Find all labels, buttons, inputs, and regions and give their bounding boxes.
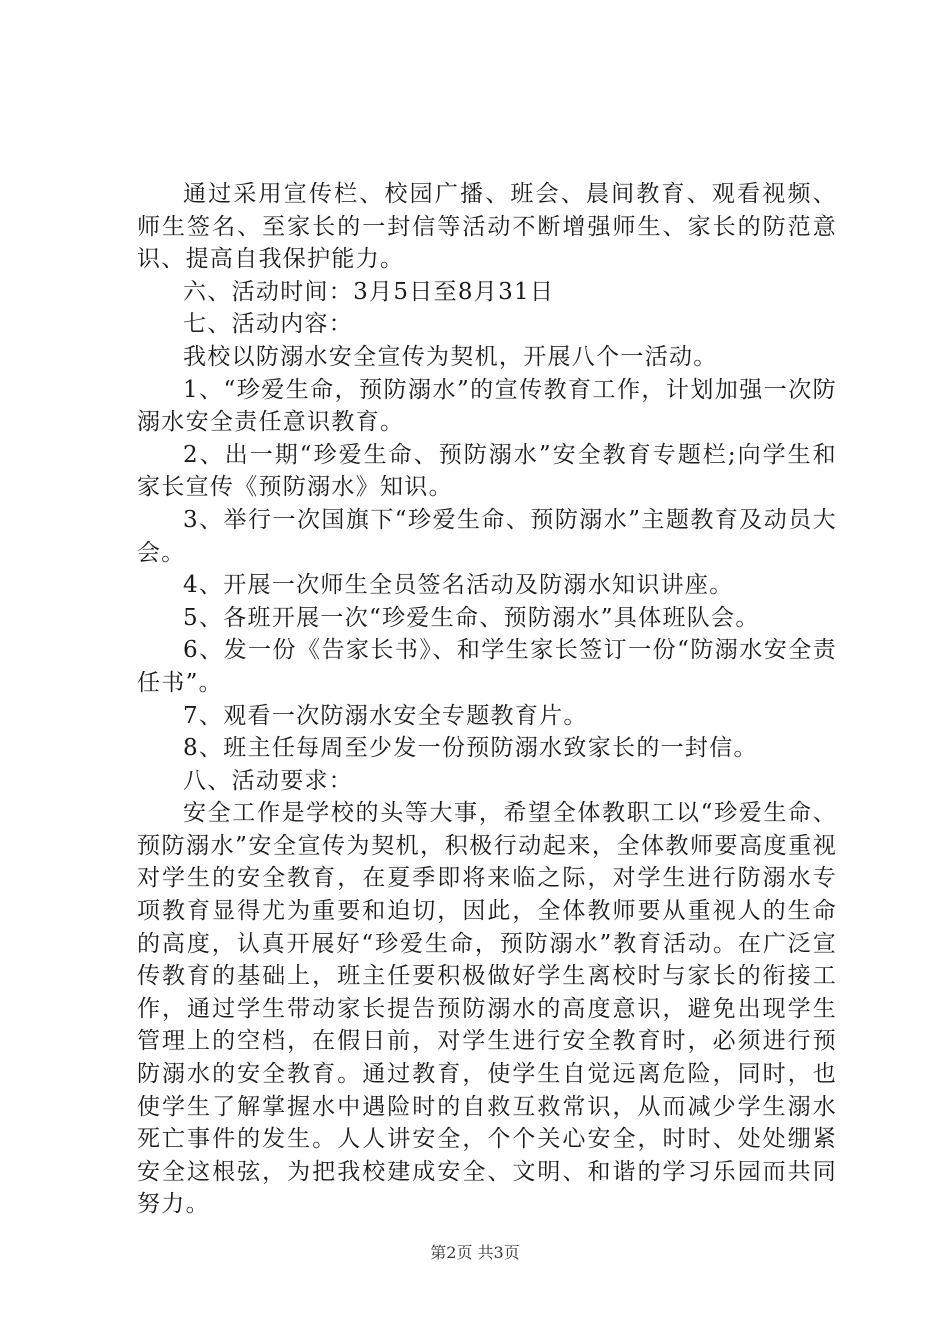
- list-item-7: 7、观看一次防溺水安全专题教育片。: [183, 702, 588, 729]
- paragraph-requirements: 安全工作是学校的头等大事，希望全体教职工以“珍爱生命、预防溺水”安全宣传为契机，积极行动起来，全体教师要高度重视对学生的安全教育，在夏季即将来临之际，对学生进行防溺水专项教育显得尤为重要和迫切，因此，全体教师要从重视人的生命的高度，认真开展好“珍爱生命，预防溺水”教育活动。在广泛宣传教育的基础上，班主任要积极做好学生离校时与家长的衔接工作，通过学生带动家长提告预防溺水的高度意识，避免出现学生管理上的空档，在假日前，对学生进行安全教育时，必须进行预防溺水的安全教育。通过教育，使学生自觉远离危险，同时，也使学生了解掌握水中遇险时的自救互救常识，从而减少学生溺水死亡事件的发生。人人讲安全，个个关心安全，时时、处处绷紧安全这根弦，为把我校建成安全、文明、和谐的学习乐园而共同努力。: [137, 800, 837, 1218]
- list-item-3: 3、举行一次国旗下“珍爱生命、预防溺水”主题教育及动员大会。: [137, 506, 837, 566]
- document-body: [137, 178, 837, 1221]
- list-item-1: 1、“珍爱生命，预防溺水”的宣传教育工作，计划加强一次防溺水安全责任意识教育。: [137, 376, 837, 436]
- list-item-8: 8、班主任每周至少发一份预防溺水致家长的一封信。: [183, 735, 758, 762]
- list-item-5: 5、各班开展一次“珍爱生命、预防溺水”具体班队会。: [183, 604, 760, 631]
- heading-requirements: 八、活动要求：: [183, 767, 354, 794]
- heading-activity-content: 七、活动内容：: [183, 311, 354, 338]
- list-item-6: 6、发一份《告家长书》、和学生家长签订一份“防溺水安全责任书”。: [137, 637, 837, 696]
- heading-activity-time: 六、活动时间：3月5日至8月31日: [183, 278, 555, 305]
- paragraph-intro: 我校以防溺水安全宣传为契机，开展八个一活动。: [183, 343, 718, 370]
- list-item-4: 4、开展一次师生全员签名活动及防溺水知识讲座。: [183, 572, 734, 599]
- paragraph-methods: 通过采用宣传栏、校园广播、班会、晨间教育、观看视频、师生签名、至家长的一封信等活动不断增强师生、家长的防范意识、提高自我保护能力。: [137, 181, 837, 273]
- page-number-footer: 第2页 共3页: [430, 1243, 520, 1262]
- list-item-2: 2、出一期“珍爱生命、预防溺水”安全教育专题栏;向学生和家长宣传《预防溺水》知识。: [137, 441, 837, 501]
